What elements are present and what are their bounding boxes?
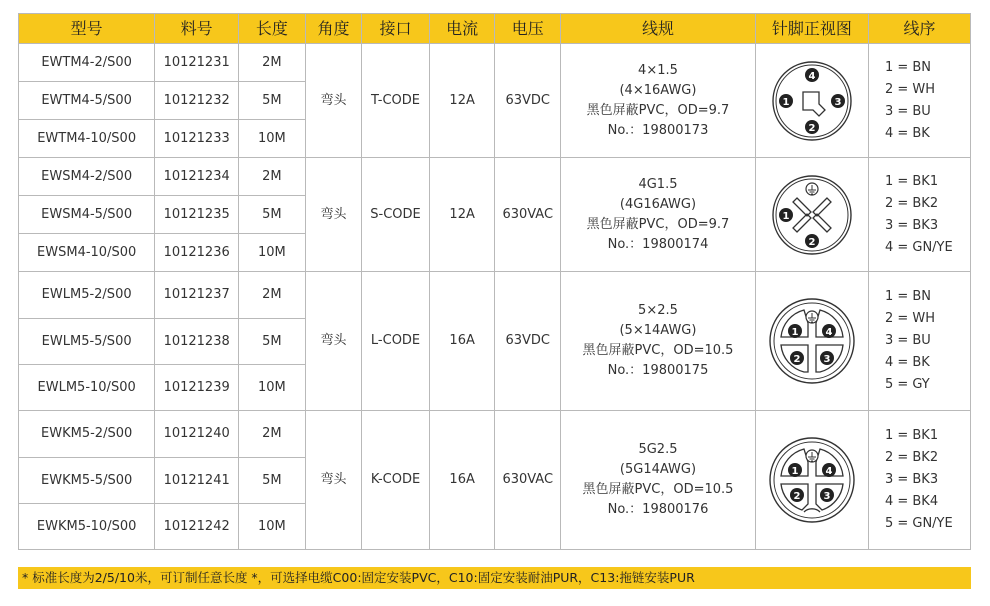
part-cell: 10121238 bbox=[155, 319, 239, 365]
header-wire-order: 线序 bbox=[868, 14, 970, 44]
part-cell: 10121242 bbox=[155, 504, 239, 550]
wire-item: 5 = GY bbox=[884, 377, 930, 392]
part-cell: 10121234 bbox=[155, 158, 239, 196]
wire-item: 3 = BK3 bbox=[884, 217, 939, 233]
cable-number: No.：19800174 bbox=[607, 236, 709, 252]
t-code-pin-diagram bbox=[767, 56, 857, 146]
angle-cell: 弯头 bbox=[305, 411, 362, 550]
cable-spec: 5G2.5 bbox=[638, 442, 678, 457]
cable-jacket: 黑色屏蔽PVC，OD=9.7 bbox=[586, 216, 730, 232]
l-code-pin-diagram bbox=[764, 293, 860, 389]
wire-item: 2 = WH bbox=[884, 81, 936, 97]
wire-item: 4 = BK bbox=[884, 355, 930, 370]
cable-awg: (4×16AWG) bbox=[619, 82, 697, 98]
pin-label: 3 bbox=[823, 491, 831, 502]
s-code-pin-diagram bbox=[767, 170, 857, 260]
table-row bbox=[19, 411, 971, 458]
footnote: * 标准长度为2/5/10米，可订制任意长度 *，可选择电缆C00:固定安装PVC，C10:固定安装耐油PUR，C13:拖链安装PUR bbox=[18, 567, 971, 589]
part-cell: 10121240 bbox=[155, 411, 239, 458]
current-cell: 16A bbox=[429, 272, 495, 411]
wire-item: 2 = BK2 bbox=[884, 450, 939, 465]
length-cell: 10M bbox=[239, 234, 306, 272]
cable-awg: (4G16AWG) bbox=[619, 196, 697, 212]
k-code-pin-diagram bbox=[764, 432, 860, 528]
wire-item: 3 = BU bbox=[884, 333, 931, 348]
length-cell: 2M bbox=[239, 411, 306, 458]
pin-label: 1 bbox=[791, 327, 799, 338]
part-cell: 10121235 bbox=[155, 196, 239, 234]
header-row bbox=[19, 14, 971, 44]
pin-label: 2 bbox=[793, 354, 801, 365]
pin-label: 3 bbox=[823, 354, 831, 365]
wire-item: 1 = BN bbox=[884, 289, 932, 304]
model-cell: EWTM4-10/S00 bbox=[19, 120, 155, 158]
angle-cell: 弯头 bbox=[305, 158, 362, 272]
part-cell: 10121233 bbox=[155, 120, 239, 158]
part-cell: 10121231 bbox=[155, 44, 239, 82]
table-row bbox=[19, 158, 971, 196]
wire-order-cell bbox=[868, 44, 970, 158]
voltage-cell: 630VAC bbox=[495, 158, 561, 272]
pin-label: 1 bbox=[782, 210, 790, 222]
voltage-cell: 63VDC bbox=[495, 44, 561, 158]
length-cell: 10M bbox=[239, 120, 306, 158]
model-cell: EWLM5-10/S00 bbox=[19, 365, 155, 411]
pin-view-cell bbox=[755, 411, 868, 550]
header-interface: 接口 bbox=[362, 14, 430, 44]
pin-label: 2 bbox=[808, 236, 816, 248]
cable-jacket: 黑色屏蔽PVC，OD=9.7 bbox=[586, 102, 730, 118]
length-cell: 5M bbox=[239, 458, 306, 504]
pin-label: 4 bbox=[825, 327, 833, 338]
length-cell: 10M bbox=[239, 365, 306, 411]
wire-item: 2 = WH bbox=[884, 311, 936, 326]
interface-cell: L-CODE bbox=[362, 272, 430, 411]
interface-cell: K-CODE bbox=[362, 411, 430, 550]
model-cell: EWKM5-2/S00 bbox=[19, 411, 155, 458]
pin-label: 2 bbox=[793, 491, 801, 502]
model-cell: EWTM4-5/S00 bbox=[19, 82, 155, 120]
wire-item: 1 = BK1 bbox=[884, 428, 939, 443]
length-cell: 5M bbox=[239, 319, 306, 365]
pin-label: 2 bbox=[808, 122, 816, 134]
model-cell: EWTM4-2/S00 bbox=[19, 44, 155, 82]
spec-table bbox=[18, 13, 971, 550]
length-cell: 2M bbox=[239, 44, 306, 82]
model-cell: EWSM4-5/S00 bbox=[19, 196, 155, 234]
table-row bbox=[19, 44, 971, 82]
cable-awg: (5G14AWG) bbox=[619, 462, 697, 477]
header-voltage: 电压 bbox=[495, 14, 561, 44]
cable-cell bbox=[561, 44, 756, 158]
pin-view-cell bbox=[755, 272, 868, 411]
cable-jacket: 黑色屏蔽PVC，OD=10.5 bbox=[582, 482, 734, 497]
wire-item: 2 = BK2 bbox=[884, 195, 939, 211]
model-cell: EWLM5-5/S00 bbox=[19, 319, 155, 365]
pin-label: 1 bbox=[782, 96, 790, 108]
model-cell: EWLM5-2/S00 bbox=[19, 272, 155, 319]
pin-label: 4 bbox=[825, 466, 833, 477]
header-cable: 线规 bbox=[561, 14, 756, 44]
header-current: 电流 bbox=[429, 14, 495, 44]
table-row bbox=[19, 272, 971, 319]
interface-cell: S-CODE bbox=[362, 158, 430, 272]
pin-view-cell bbox=[755, 158, 868, 272]
current-cell: 12A bbox=[429, 158, 495, 272]
header-pin-view: 针脚正视图 bbox=[755, 14, 868, 44]
wire-order-cell bbox=[868, 158, 970, 272]
cable-awg: (5×14AWG) bbox=[619, 323, 697, 338]
cable-spec: 4G1.5 bbox=[638, 176, 678, 192]
current-cell: 12A bbox=[429, 44, 495, 158]
wire-item: 1 = BK1 bbox=[884, 173, 939, 189]
model-cell: EWKM5-10/S00 bbox=[19, 504, 155, 550]
voltage-cell: 630VAC bbox=[495, 411, 561, 550]
part-cell: 10121232 bbox=[155, 82, 239, 120]
cable-spec: 5×2.5 bbox=[638, 303, 678, 318]
part-cell: 10121237 bbox=[155, 272, 239, 319]
wire-item: 4 = BK4 bbox=[884, 494, 939, 509]
cable-jacket: 黑色屏蔽PVC，OD=10.5 bbox=[582, 343, 734, 358]
voltage-cell: 63VDC bbox=[495, 272, 561, 411]
header-length: 长度 bbox=[239, 14, 306, 44]
length-cell: 2M bbox=[239, 158, 306, 196]
angle-cell: 弯头 bbox=[305, 44, 362, 158]
cable-spec: 4×1.5 bbox=[638, 62, 678, 78]
model-cell: EWSM4-2/S00 bbox=[19, 158, 155, 196]
pin-view-cell bbox=[755, 44, 868, 158]
length-cell: 5M bbox=[239, 82, 306, 120]
current-cell: 16A bbox=[429, 411, 495, 550]
wire-item: 1 = BN bbox=[884, 59, 932, 75]
cable-number: No.：19800175 bbox=[607, 363, 709, 378]
pin-label: 1 bbox=[791, 466, 799, 477]
wire-item: 4 = BK bbox=[884, 125, 930, 141]
angle-cell: 弯头 bbox=[305, 272, 362, 411]
length-cell: 10M bbox=[239, 504, 306, 550]
interface-cell: T-CODE bbox=[362, 44, 430, 158]
part-cell: 10121241 bbox=[155, 458, 239, 504]
wire-item: 4 = GN/YE bbox=[884, 239, 953, 255]
header-model: 型号 bbox=[19, 14, 155, 44]
wire-item: 3 = BK3 bbox=[884, 472, 939, 487]
wire-item: 3 = BU bbox=[884, 103, 931, 119]
wire-order-cell bbox=[868, 411, 970, 550]
wire-order-cell bbox=[868, 272, 970, 411]
cable-number: No.：19800176 bbox=[607, 502, 709, 517]
length-cell: 2M bbox=[239, 272, 306, 319]
part-cell: 10121239 bbox=[155, 365, 239, 411]
cable-cell bbox=[561, 272, 756, 411]
wire-item: 5 = GN/YE bbox=[884, 516, 953, 531]
cable-cell bbox=[561, 411, 756, 550]
cable-cell bbox=[561, 158, 756, 272]
header-angle: 角度 bbox=[305, 14, 362, 44]
pin-label: 3 bbox=[834, 96, 842, 108]
header-part-no: 料号 bbox=[155, 14, 239, 44]
pin-label: 4 bbox=[808, 70, 816, 82]
cable-number: No.：19800173 bbox=[607, 122, 709, 138]
model-cell: EWKM5-5/S00 bbox=[19, 458, 155, 504]
model-cell: EWSM4-10/S00 bbox=[19, 234, 155, 272]
length-cell: 5M bbox=[239, 196, 306, 234]
part-cell: 10121236 bbox=[155, 234, 239, 272]
